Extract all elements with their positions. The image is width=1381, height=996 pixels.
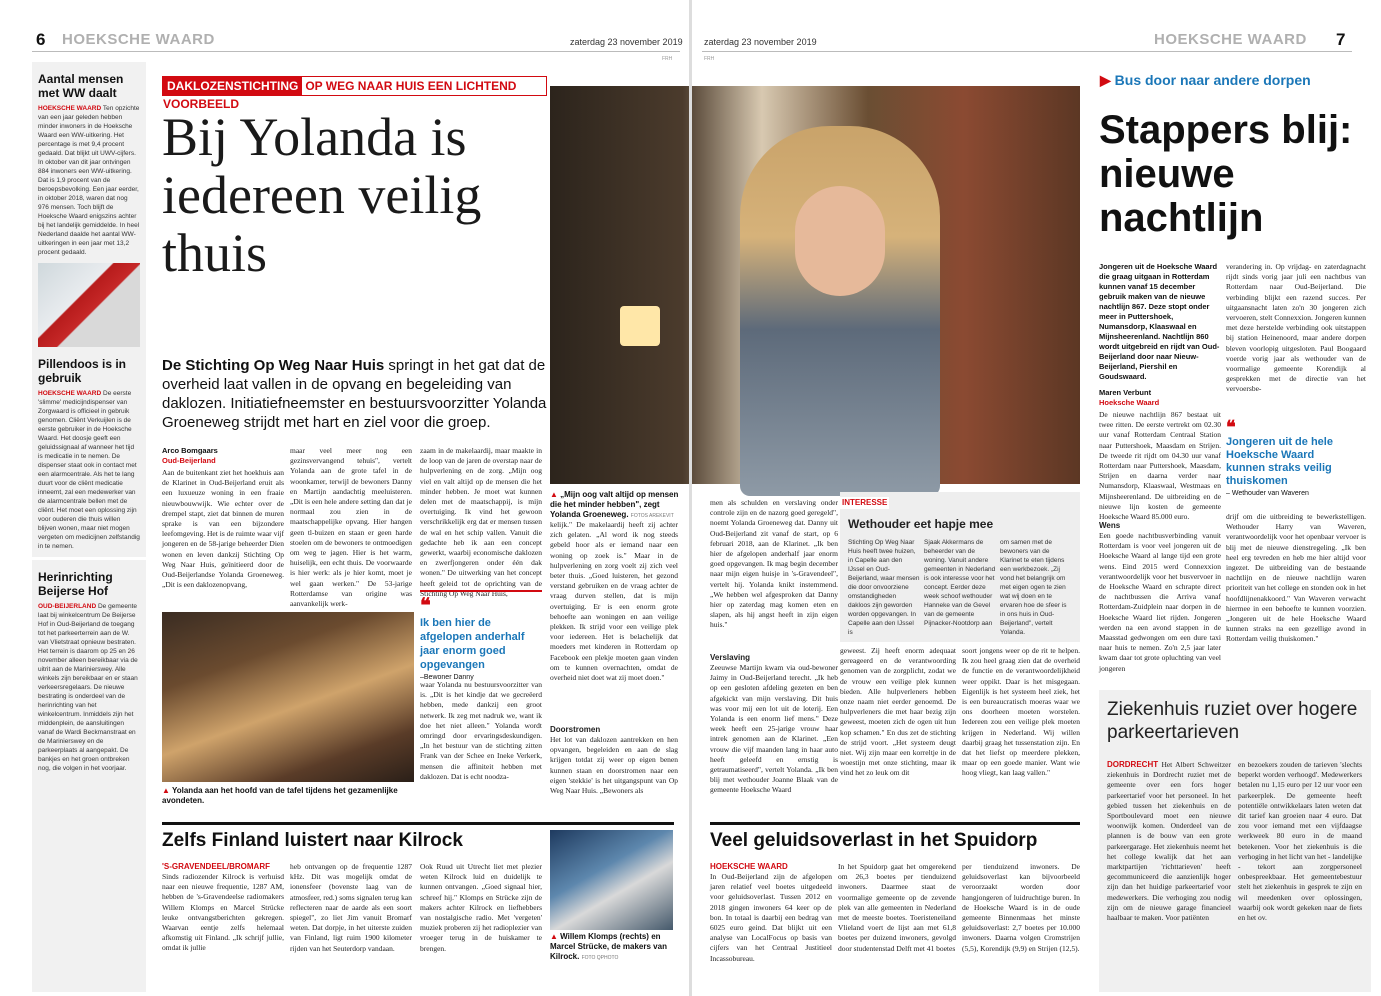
sidebar-text: HOEKSCHE WAARD Ten opzichte van een jaar geleden hebben minder inwoners in de Hoeksche Waard een WW-uitkering. Het percentage is met 9,4 procent gedaald. Dat blijkt uit UWV-cijfers. In oktober van dit jaar ontvingen 884 inwoners een WW-uitkering. Dat is 1,9 procent van de beroepsbevolking. Een jaar eerder, in oktober 2018, waren dat nog 976 mensen. Toch blijft de Hoeksche Waard enigszins achter bij het landelijk gemiddelde. In heel Nederland daalde het aantal WW-uitkeringen in een jaar met 13,2 procent gedaald. <box>38 105 140 256</box>
sidebar-text: OUD-BEIJERLAND De gemeente laat bij winkelcentrum De Beijerse Hof in Oud-Beijerland de toegang tot het parkeerterrein aan de W. van Vlietstraat opnieuw bestraten. Het terrein is daarom op 25 en 26 november alleen bereikbaar via de uitrit aan de Marinierswey. Alle winkels zijn bereikbaar en er staan verkeersregelaars. De nieuwe bestrating is onderdeel van de herinrichting van het winkelcentrum. Inmiddels zijn het middenplein, de aansluitingen vanaf de Wardi Beckmanstraat en de Marinierswey en de parkeerplaats al aangepakt. De bankjes en het groen ontbreken nog, die volgen in het voorjaar. <box>38 603 138 772</box>
article-column: In het Spuidorp gaat het omgerekend om 26,3 boetes per tienduizend inwoners. Daarmee staat de voormalige gemeente op de zevende plek van alle gemeenten in Nederland met de meeste boetes. Toeristeneiland Vlieland voert de lijst aan met 61,8 boetes per duizend inwoners, gevolgd door studentenstad Delft met 41 boetes <box>838 862 956 953</box>
box-title: Wethouder eet hapje mee <box>848 517 994 531</box>
article-column: Ook Ruud uit Utrecht liet met plezier weten Kilrock luid en duidelijk te kunnen ontvangen. „Goed signaal hier, schreef hij." Klomps en Strücke zijn de makers achter Kilrock en liefhebbers van nostalgische radio. Met 'vergeten' muziek proberen zij het radioplezier van vroeger terug in de huiskamer te brengen. <box>420 862 542 953</box>
pull-quote: ❝ Jongeren uit de hele Hoeksche Waard kunnen straks veilig thuiskomen – Wethouder van Waveren <box>1226 418 1356 497</box>
radio-makers-photo <box>550 830 673 930</box>
sidebar-title: Herinrichting Beijerse Hof <box>38 570 113 598</box>
article-column: men als schulden en verslaving onder controle zijn en de nazorg goed geregeld", noemt Yolanda Groeneweg dat. Danny uit Oud-Beijerland zit vanaf de start, op 6 februari 2018, aan de Klarinet. „Ik ben hier de afgelopen anderhalf jaar enorm goed opgevangen. Ik mag begin december naar mijn eigen huisje in 's-Gravendeel", vertelt hij. Yolanda knikt instemmend. „We hebben wel afgesproken dat Danny hier op zaterdag mag komen eten en slapen, als hij angst heeft in zijn eigen huis." <box>710 498 838 630</box>
page-code: FRH <box>662 56 673 62</box>
article-column: drijf om die uitbreiding te bewerkstelligen. Wethouder Harry van Waveren, verantwoordelijk voor het openbaar vervoer is blij met de nieuwe dienstregeling. „Ik ben heel erg tevreden en heb me hier altijd voor ingezet. De uitbreiding van de bestaande nachtlijn en de nieuwe nachtlijn waren prioriteit van het college en stonden ook in het hoofdlijnenakkoord." Van Waveren verwacht hiermee in een behoefte te kunnen voorzien. „Jongeren uit de hele Hoeksche Waard kunnen straks na een gezellige avond in Rotterdam veilig thuiskomen." <box>1226 512 1366 644</box>
article-column: verandering in. Op vrijdag- en zaterdagnacht rijdt sinds vorig jaar juli een nachtbus van Rotterdam naar Oud-Beijerland. Die verbinding blijkt een razend succes. Per uitgaansnacht laten zo'n 30 jongeren zich vervoeren, stelt Connexxion. Jongeren kunnen met deze herstelde verbinding ook uitstappen bij station Heinenoord, maar andere dorpen bleven voorlopig uitgesloten. Paul Boogaard voerde vorig jaar als wethouder van de voormalige gemeente Korendijk al gesprekken met de directie van het vervoersbe- <box>1226 262 1366 394</box>
interesse-box <box>840 492 1080 642</box>
pull-quote: ❝ Ik ben hier de afgelopen anderhalf jaar enorm goed opgevangen –Bewoner Danny <box>420 590 542 681</box>
spuidorp-headline: Veel geluidsoverlast in het Spuidorp <box>710 830 1038 851</box>
article-intro: De Stichting Op Weg Naar Huis springt in het gat dat de overheid laat vallen in de opvang en begeleiding van daklozen. Initiatiefneemster en bestuursvoorzitter Yolanda Groeneweg strijdt met hart en ziel voor die groep. <box>162 357 547 431</box>
sidebar-divider <box>32 557 146 560</box>
stappers-headline: Stappers blij: nieuwe nachtlijn <box>1099 108 1353 240</box>
stappers-kicker: ▶ Bus door naar andere dorpen <box>1100 72 1311 88</box>
article-column: Aan de buitenkant ziet het hoekhuis aan de Klarinet in Oud-Beijerland eruit als een luxueuze woning in een fraaie nieuwbouwwijk. Wie echter over de drempel stapt, ziet dat binnen de muren sprake is van een bijzondere leefomgeving. Het is de ruimte waar vijf jongeren en de 58-jarige beheerder Dien wonen en leven dankzij Stichting Op Weg Naar Huis, geïnitieerd door de Oud-Beijerlandse Yolanda Groeneweg. „Dit is een daklozenopvang, <box>162 468 284 590</box>
box-column: om samen met de bewoners van de Klarinet te eten tijdens een werkbezoek. „Zij vond het belangrijk om met eigen ogen te zien wat wij doen en te ervaren hoe de sfeer is in ons huis in Oud-Beijerland", vertelt Yolanda. <box>1000 539 1067 636</box>
ziekenhuis-headline: Ziekenhuis ruziet over hogere parkeertarieven <box>1107 699 1358 743</box>
byline: Maren Verbunt Hoeksche Waard <box>1099 388 1160 407</box>
article-column: Verslaving Zeeuwse Martijn kwam via oud-bewoner Jaimy in Oud-Beijerland terecht. „Ik heb op een gesloten afdeling gezeten en ben afgekickt van mijn verslaving. Dit huis was voor mij een lot uit de loterij. Een Yolanda is een enorm lief mens." Deze week heeft een 25-jarige vrouw haar intrek genomen aan de Klarinet. „Een vrouw die vijf maanden lang in haar auto heeft geleefd en ernstig is getraumatiseerd", vertelt Yolanda. „Ik ben blij met wethouder Joanne Blaak van de gemeente Hoeksche Waard <box>710 653 838 795</box>
header-rule <box>32 51 680 52</box>
article-column: geweest. Zij heeft enorm adequaat gereageerd en de verantwoording genomen van de zorgplicht, zodat we de vrouw een veilige plek kunnen bieden. Alle hulpverleners hebben onze naam niet eerder genoemd. De hulpverleners die met haar bezig zijn geweest, moeten zich de ogen uit hun kop schamen." En dus zet de stichting de strijd voort. „Het systeem deugt niet. Wij zijn maar een korreltje in de woestijn met onze stichting, maar ik vind het zo leuk om dit <box>840 646 956 778</box>
box-label: INTERESSE <box>842 498 888 507</box>
quote-mark-icon: ❝ <box>1226 417 1236 437</box>
section-rule <box>162 822 674 825</box>
page-number: 7 <box>1336 30 1346 49</box>
article-column: Doorstromen Het lot van daklozen aantrekken en hen opvangen, begeleiden en aan de slag krijgen totdat zij weer op eigen benen kunnen staan en doorstromen naar een eigen 'stekkie' is het uitgangspunt van Op Weg Naar Huis. „Bewoners als <box>550 725 678 796</box>
article-column: HOEKSCHE WAARD In Oud-Beijerland zijn de afgelopen jaren relatief veel boetes uitgedeeld voor geluidsoverlast. Tussen 2012 en 2018 gingen inwoners 64 keer op de bon. In totaal is daarbij een bedrag van 6025 euro geind. Dat blijkt uit een analyse van LocalFocus op basis van cijfers van het Centraal Justitieel Incassobureau. <box>710 862 832 963</box>
article-column: kelijk." De makelaardij heeft zij achter zich gelaten. „Al word ik nog steeds gebeld hoor als er iemand naar een woning op zoek is." Maar in de hulpverlening en zorg voelt zij zich veel beter thuis. „Goed luisteren, het gezond verstand gebruiken en de vraag achter de vraag durven stellen, dat is mijn overtuiging. Er is een enorm grote behoefte aan woningen en aan veilige plekken. Ik strijd voor een veilige plek voor iedereen. Het is belachelijk dat moeders met kinderen in Rotterdam op Facebook een plekje moeten gaan vinden om te kunnen overnachten, omdat de overheid niet doet wat zij moet doen." <box>550 520 678 683</box>
stappers-intro: Jongeren uit de Hoeksche Waard die graag uitgaan in Rotterdam kunnen vanaf 15 december gebruik maken van de nieuwe nachtlijn 867. Deze stopt onder meer in Puttershoek, Numansdorp, Klaaswaal en Mijnsheerenland. Nachtlijn 860 wordt uitgebreid en rijdt van Oud-Beijerland door naar Nieuw-Beijerland, Piershil en Goudswaard. <box>1099 262 1220 381</box>
article-column: soort jongens weer op de rit te helpen. Ik zou heel graag zien dat de overheid de functie en de verantwoordelijkheid weer oppikt. Daar is het misgegaan. Eigenlijk is het systeem heel ziek, het is een bureaucratisch moeras waar we ons doorheen moeten worstelen. Iedereen zou een veilige plek moeten krijgen in Nederland. Wij willen daarbij graag het tussenstation zijn. En dat het liefst op meerdere plekken, maar op een goede manier. Want wie hoog vliegt, kan laag vallen." <box>962 646 1080 778</box>
box-column: Stichting Op Weg Naar Huis heeft twee huizen, in Capelle aan den IJssel en Oud-Beijerland, waar mensen die door onvoorziene omstandigheden dakloos zijn geworden worden opgevangen. In Capelle aan den IJssel is <box>848 539 920 636</box>
article-kicker: DAKLOZENSTICHTING OP WEG NAAR HUIS EEN LICHTEND VOORBEELD <box>162 76 547 96</box>
news-sidebar <box>32 62 146 992</box>
article-column: Wens Een goede nachtbusverbinding vanuit Rotterdam is voor veel jongeren uit de Hoeksche Waard al lange tijd een grote wens. Eind 2015 werd Connexxion verantwoordelijk voor het busvervoer in de Hoeksche Waard en schrapte direct de nachtbussen die Arriva vanaf Rotterdam-Zuidplein naar dorpen in de Hoeksche Waard liet rijden. Jongeren werden na een avond stappen in de Maasstad gedwongen om een dure taxi naar huis te nemen. Zo'n 2,5 jaar later kwam daar tot grote opluchting van veel jongeren <box>1099 521 1221 673</box>
photo-caption: ▲ „Mijn oog valt altijd op mensen die het minder hebben", zegt Yolanda Groeneweg. FOTOS AREKEVIT <box>550 490 679 519</box>
article-column: De nieuwe nachtlijn 867 bestaat uit twee ritten. De eerste vertrekt om 02.30 uur vanaf Rotterdam Centraal Station naar Puttershoek, Maasdam en Strijen. De tweede rit rijdt om 04.30 uur vanaf Rotterdam naar Puttershoek, Maasdam, Strijen en daarna verder naar Numansdorp, Klaaswaal, Westmaas en Mijnsheerenland. De uitbreiding en de nieuwe lijn kosten de gemeente Hoeksche Waard 85.000 euro. <box>1099 410 1221 522</box>
kilrock-headline: Zelfs Finland luistert naar Kilrock <box>162 830 463 851</box>
article-column: maar veel meer nog een gezinsvervangend tehuis", vertelt Yolanda aan de grote tafel in de woonkamer, terwijl de bewoners Danny en Martijn aandachtig meeluisteren. „Dit is een hele andere setting dan dat je normaal zou zien in de maatschappelijke opvang. Hier hangen geen tl-buizen en staan er geen harde stoelen om de bewoners te ontmoedigen om weg te jagen. Hier is het warm, huiselijk, een echt thuis. De voorwaarde is hier werk: als je hier komt, moet je wel gaan werken." De 53-jarige Rotterdamse van origine was aanvankelijk werk- <box>290 446 412 609</box>
quote-mark-icon: ❝ <box>420 595 431 617</box>
article-column: per tienduizend inwoners. De geluidsoverlast kan bijvoorbeeld veroorzaakt worden door hangjongeren of luidruchtige buren. In de Hoeksche Waard is in de oude gemeente Binnenmaas het minste geluidsoverlast: 2,7 boetes per 10.000 inwoners. Daarna volgen Cromstrijen (5,5), Korendijk (9,9) en Strijen (12,5). <box>962 862 1080 953</box>
byline: Arco Bomgaars Oud-Beijerland <box>162 446 218 465</box>
header-rule <box>702 51 1352 52</box>
section-title: HOEKSCHE WAARD <box>62 31 215 48</box>
dinner-photo <box>162 612 414 782</box>
sidebar-title: Aantal mensen met WW daalt <box>38 72 124 100</box>
pill-box-photo <box>38 263 140 347</box>
photo-caption: ▲ Yolanda aan het hoofd van de tafel tijdens het gezamenlijke avondeten. <box>162 786 398 805</box>
main-headline: Bij Yolanda is iedereen veilig thuis <box>162 107 482 283</box>
box-column: Sjaak Akkermans de beheerder van de woning. Vanuit andere gemeenten in Nederland is ook interesse voor het concept. Eerder deze week schoof wethouder Hanneke van de Gevel van de gemeente Pijnacker-Nootdorp aan <box>924 539 996 627</box>
sidebar-text: HOEKSCHE WAARD De eerste 'slimme' medicijndispenser van Zorgwaard is officieel in gebruik genomen. Cliënt Verkuijlen is de eerste gebruiker in de Hoeksche Waard. Het doosje geeft een geluidssignaal af wanneer het tijd is medicatie in te nemen. De dispenser staat ook in contact met een alarmcentrale. Als het te lang duurt voor de cliënt medicatie inneemt, zal een medewerker van de alarmcentrale bellen met de cliënt. Het moet een oplossing zijn voor ouderen die thuis willen blijven wonen, maar niet mogen vergeten om medicijnen zelfstandig in te nemen. <box>38 390 140 550</box>
article-column: en bezoekers zouden de tarieven 'slechts beperkt worden verhoogd'. Medewerkers betalen nu 1,15 euro per 12 uur voor een parkeerplek. De gemeente heeft potentiële ontwikkelaars laten weten dat dit tarief kan groeien naar 4 euro. Dat zou voor iemand met een vijfdaagse werkweek 80 euro in de maand betekenen. Voor het ziekenhuis is die verhoging in het licht van het - landelijke - tekort aan zorgpersoneel onbespreekbaar. Het gemeentebestuur stelt het ziekenhuis in gesprek te zijn en wil meedenken over oplossingen, waarbij ook wordt gekeken naar de fiets en het ov. <box>1238 760 1362 923</box>
section-title: HOEKSCHE WAARD <box>1154 31 1307 48</box>
article-column: heb ontvangen op de frequentie 1287 kHz. Dit was mogelijk omdat de ionensfeer (bovenste laag van de atmosfeer, red.) soms signalen terug kan reflecteren naar de aarde als een soort spiegel", zo liet Jim vanuit Bromarf weten. Dat dorpje, in het uiterste zuiden van Finland, ligt ruim 1900 kilometer rijden van het Seuterdorp vandaan. <box>290 862 412 953</box>
article-column: zaam in de makelaardij, maar maakte in de loop van de jaren de overstap naar de hulpverlening en de zorg. „Mijn oog viel en valt altijd op de mensen die het minder hebben. Je moet wat kunnen delen met de maatschappij, is mijn overtuiging. Ik vind het gewoon verschrikkelijk erg dat er mensen tussen de wal en het schip vallen. Vanuit die gedachte heb ik aan een concept gewerkt, waarbij economische daklozen en zwerfjongeren onder één dak wonen." De uitwerking van het concept heeft geleid tot de oprichting van de Stichting Op Weg Naar Huis, <box>420 446 542 598</box>
triangle-icon: ▶ <box>1100 72 1115 88</box>
article-column: 'S-GRAVENDEEL/BROMARF Sinds radiozender Kilrock is verhuisd naar een nieuwe frequentie, 1287 AM, hebben de 's-Gravendeelse radiomakers Willem Klomps en Marcel Strücke leuke ontvangstberichten gekregen. Waarvan eentje zelfs helemaal afkomstig uit Finland. „Ik schrijf jullie, omdat ik jullie <box>162 862 284 953</box>
sidebar-title: Pillendoos is in gebruik <box>38 357 127 385</box>
article-column: DORDRECHT Het Albert Schweitzer ziekenhuis in Dordrecht ruziet met de gemeente over een fors hoger parkeertarief voor het personeel. In het gebied tussen het ziekenhuis en de Sportboulevard moet een nieuwe woonwijk komen. Onderdeel van de plannen is de bouw van een grote parkeergarage. Het ziekenhuis neemt het het college kwalijk dat het aan marktpartijen 'richttarieven' heeft gecommuniceerd die aanzienlijk hoger zijn dan het huidige parkeertarief voor medewerkers. Die verhoging zou nodig zijn om de nieuwe garage financieel haalbaar te maken. Voor patiënten <box>1107 760 1231 923</box>
page-code: FRH <box>704 56 715 62</box>
page-number: 6 <box>36 30 46 49</box>
section-rule <box>710 822 1080 825</box>
left-page <box>0 0 690 996</box>
page-date: zaterdag 23 november 2019 <box>570 37 683 47</box>
photo-caption: ▲ Willem Klomps (rechts) en Marcel Strücke, de makers van Kilrock. FOTO QPHOTO <box>550 932 667 961</box>
page-date: zaterdag 23 november 2019 <box>704 37 817 47</box>
article-column: waar Yolanda nu bestuursvoorzitter van is. „Dit is het kindje dat we gecreëerd hebben, mede dankzij een groot netwerk. Ik zeg met nadruk we, want ik doe het niet alleen." Yolanda wordt omringd door ervaringsdeskundigen. „In het bestuur van de stichting zitten Frank van der Schee en Ineke Verkerk, mensen die affiniteit hebben met daklozen. Dat is echt noodza- <box>420 680 542 781</box>
